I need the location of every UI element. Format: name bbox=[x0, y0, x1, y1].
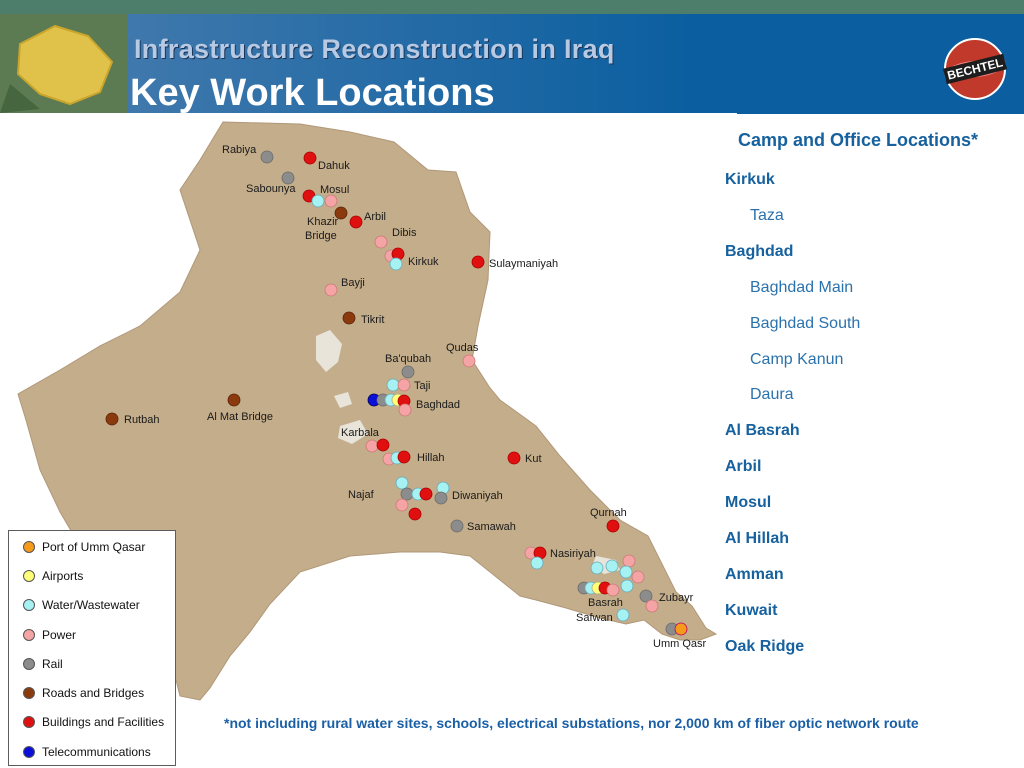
place-label: Hillah bbox=[417, 452, 445, 464]
location-baghdad-south: Baghdad South bbox=[750, 315, 861, 332]
legend-label: Telecommunications bbox=[42, 745, 151, 759]
logo-text: BECHTEL bbox=[945, 55, 1005, 83]
power-marker bbox=[398, 379, 410, 391]
water-marker bbox=[396, 477, 408, 489]
rail-marker bbox=[451, 520, 463, 532]
power-marker bbox=[623, 555, 635, 567]
header-rule bbox=[737, 112, 1024, 114]
location-al-hillah: Al Hillah bbox=[725, 530, 790, 547]
place-label: Kirkuk bbox=[408, 256, 439, 268]
rail-marker bbox=[402, 366, 414, 378]
building-marker bbox=[420, 488, 432, 500]
power-dot-icon bbox=[23, 629, 35, 641]
place-label: Rabiya bbox=[222, 144, 257, 156]
power-marker bbox=[463, 355, 475, 367]
telecom-dot-icon bbox=[23, 746, 35, 758]
legend-label: Airports bbox=[42, 569, 84, 583]
power-marker bbox=[325, 195, 337, 207]
place-label: Samawah bbox=[467, 521, 516, 533]
power-marker bbox=[399, 404, 411, 416]
port-dot-icon bbox=[23, 541, 35, 553]
place-label: Karbala bbox=[341, 427, 379, 439]
rail-marker bbox=[261, 151, 273, 163]
buildings-dot-icon bbox=[23, 716, 35, 728]
header-subtitle: Infrastructure Reconstruction in Iraq bbox=[134, 34, 615, 64]
power-marker bbox=[632, 571, 644, 583]
rail-marker bbox=[401, 488, 413, 500]
port-marker bbox=[675, 623, 687, 635]
place-label: Tikrit bbox=[361, 314, 385, 326]
bechtel-logo bbox=[942, 36, 1008, 102]
place-label: Dibis bbox=[392, 227, 417, 239]
legend-label: Rail bbox=[42, 657, 63, 671]
building-marker bbox=[409, 508, 421, 520]
location-baghdad: Baghdad bbox=[725, 243, 794, 260]
roads-marker bbox=[343, 312, 355, 324]
place-label: Qudas bbox=[446, 342, 479, 354]
rail-marker bbox=[435, 492, 447, 504]
location-mosul: Mosul bbox=[725, 494, 772, 511]
list-title: Camp and Office Locations* bbox=[738, 130, 979, 150]
building-marker bbox=[398, 451, 410, 463]
power-marker bbox=[607, 584, 619, 596]
water-marker bbox=[617, 609, 629, 621]
building-marker bbox=[377, 439, 389, 451]
power-marker bbox=[325, 284, 337, 296]
map-legend bbox=[8, 530, 176, 766]
water-marker bbox=[390, 258, 402, 270]
place-label: Najaf bbox=[348, 489, 374, 501]
water-marker bbox=[387, 379, 399, 391]
legend-label: Port of Umm Qasar bbox=[42, 540, 146, 554]
water-marker bbox=[621, 580, 633, 592]
place-label: Bayji bbox=[341, 277, 365, 289]
building-marker bbox=[508, 452, 520, 464]
place-label: Bridge bbox=[305, 230, 337, 242]
location-kuwait: Kuwait bbox=[725, 602, 778, 619]
iraq-thumbnail-map bbox=[0, 14, 128, 113]
place-label: Rutbah bbox=[124, 414, 160, 426]
legend-label: Roads and Bridges bbox=[42, 686, 145, 700]
footnote: *not including rural water sites, schools, electrical substations, nor 2,000 km of fiber optic network route bbox=[224, 715, 919, 731]
place-label: Baghdad bbox=[416, 399, 461, 411]
place-label: Khazir bbox=[307, 216, 339, 228]
place-label: Dahuk bbox=[318, 160, 350, 172]
location-oak-ridge: Oak Ridge bbox=[725, 638, 805, 655]
place-label: Umm Qasr bbox=[653, 638, 707, 650]
water-dot-icon bbox=[23, 599, 35, 611]
location-arbil: Arbil bbox=[725, 458, 762, 475]
location-amman: Amman bbox=[725, 566, 784, 583]
location-kirkuk: Kirkuk bbox=[725, 171, 775, 188]
place-label: Nasiriyah bbox=[550, 548, 596, 560]
place-label: Qurnah bbox=[590, 507, 627, 519]
building-marker bbox=[607, 520, 619, 532]
place-label: Diwaniyah bbox=[452, 490, 503, 502]
top-strip bbox=[0, 0, 1024, 14]
roads-marker bbox=[228, 394, 240, 406]
roads-marker bbox=[106, 413, 118, 425]
place-label: Sulaymaniyah bbox=[489, 258, 559, 270]
water-marker bbox=[312, 195, 324, 207]
location-camp-kanun: Camp Kanun bbox=[750, 351, 844, 368]
location-baghdad-main: Baghdad Main bbox=[750, 279, 854, 296]
building-marker bbox=[350, 216, 362, 228]
building-marker bbox=[472, 256, 484, 268]
power-marker bbox=[375, 236, 387, 248]
location-taza: Taza bbox=[750, 207, 784, 224]
location-daura: Daura bbox=[750, 386, 794, 403]
power-marker bbox=[366, 440, 378, 452]
rail-dot-icon bbox=[23, 658, 35, 670]
place-label: Taji bbox=[414, 380, 431, 392]
power-marker bbox=[646, 600, 658, 612]
place-label: Arbil bbox=[364, 211, 387, 223]
location-al-basrah: Al Basrah bbox=[725, 422, 800, 439]
legend-label: Water/Wastewater bbox=[42, 598, 140, 612]
water-marker bbox=[606, 560, 618, 572]
place-label: Mosul bbox=[320, 184, 350, 196]
building-marker bbox=[304, 152, 316, 164]
page-title: Key Work Locations bbox=[130, 72, 495, 114]
place-label: Safwan bbox=[576, 612, 613, 624]
power-marker bbox=[396, 499, 408, 511]
airport-dot-icon bbox=[23, 570, 35, 582]
place-label: Ba'qubah bbox=[385, 353, 432, 365]
legend-label: Buildings and Facilities bbox=[42, 715, 165, 729]
water-marker bbox=[531, 557, 543, 569]
roads-dot-icon bbox=[23, 687, 35, 699]
place-label: Kut bbox=[525, 453, 542, 465]
header-banner bbox=[0, 14, 1024, 113]
place-label: Sabounya bbox=[246, 183, 296, 195]
water-marker bbox=[620, 566, 632, 578]
place-label: Zubayr bbox=[659, 592, 694, 604]
water-marker bbox=[591, 562, 603, 574]
place-label: Basrah bbox=[588, 597, 623, 609]
legend-label: Power bbox=[42, 628, 77, 642]
place-label: Al Mat Bridge bbox=[207, 411, 274, 423]
